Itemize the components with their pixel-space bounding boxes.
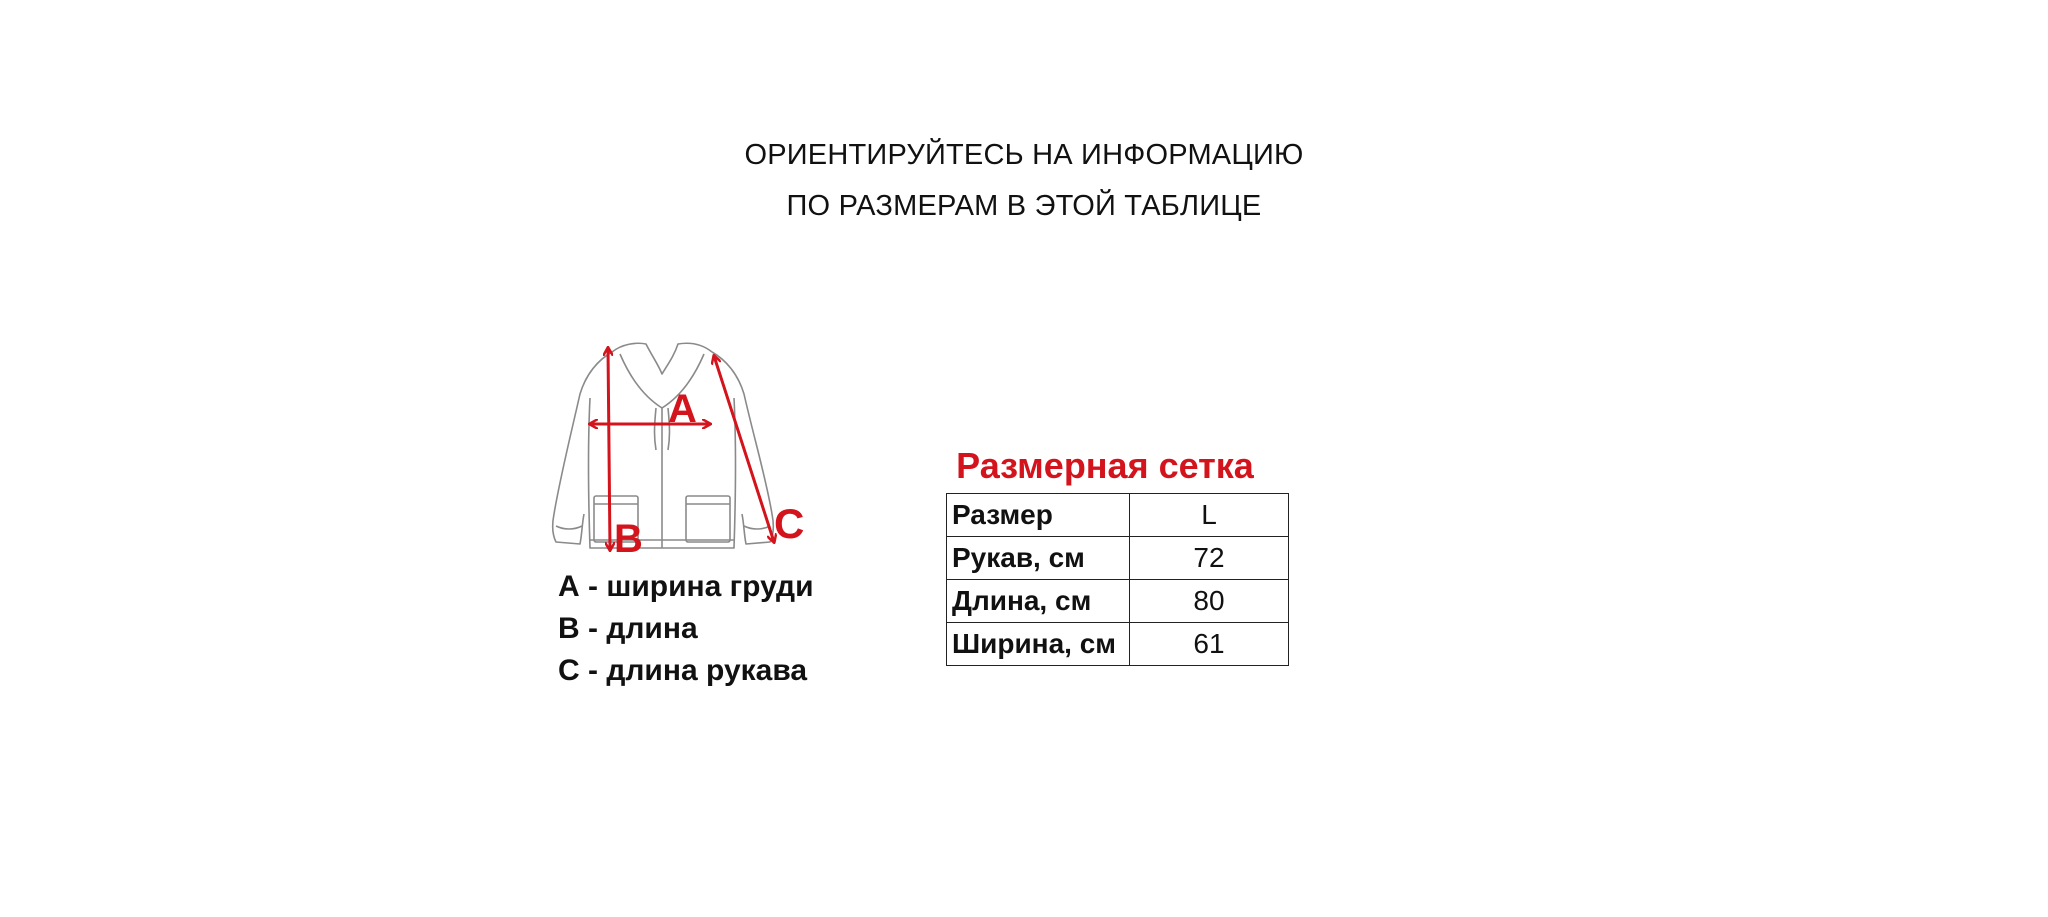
table-row: [947, 580, 1289, 623]
header-line-2: ПО РАЗМЕРАМ В ЭТОЙ ТАБЛИЦЕ: [786, 190, 1262, 222]
jacket-measurement-icon: [540, 338, 830, 558]
size-table-title: Размерная сетка: [956, 445, 1254, 486]
row-label-length: Длина, см: [947, 580, 1130, 623]
row-value-sleeve: 72: [1130, 537, 1289, 580]
table-row: [947, 623, 1289, 666]
legend-item: А - ширина груди: [558, 570, 814, 603]
row-value-width: 61: [1130, 623, 1289, 666]
legend-item: С - длина рукава: [558, 654, 808, 687]
table-row: [947, 537, 1289, 580]
label-a: A: [668, 387, 697, 431]
row-label-width: Ширина, см: [947, 623, 1130, 666]
row-label-size: Размер: [947, 494, 1130, 537]
header-line-1: ОРИЕНТИРУЙТЕСЬ НА ИНФОРМАЦИЮ: [744, 139, 1304, 171]
table-row: [947, 494, 1289, 537]
size-table: [946, 493, 1289, 666]
measurement-legend: [558, 566, 814, 692]
label-c: C: [774, 500, 805, 547]
row-value-length: 80: [1130, 580, 1289, 623]
page-header: [0, 130, 2048, 232]
legend-item: В - длина: [558, 612, 698, 645]
label-b: B: [614, 517, 643, 558]
row-value-size: L: [1130, 494, 1289, 537]
row-label-sleeve: Рукав, см: [947, 537, 1130, 580]
